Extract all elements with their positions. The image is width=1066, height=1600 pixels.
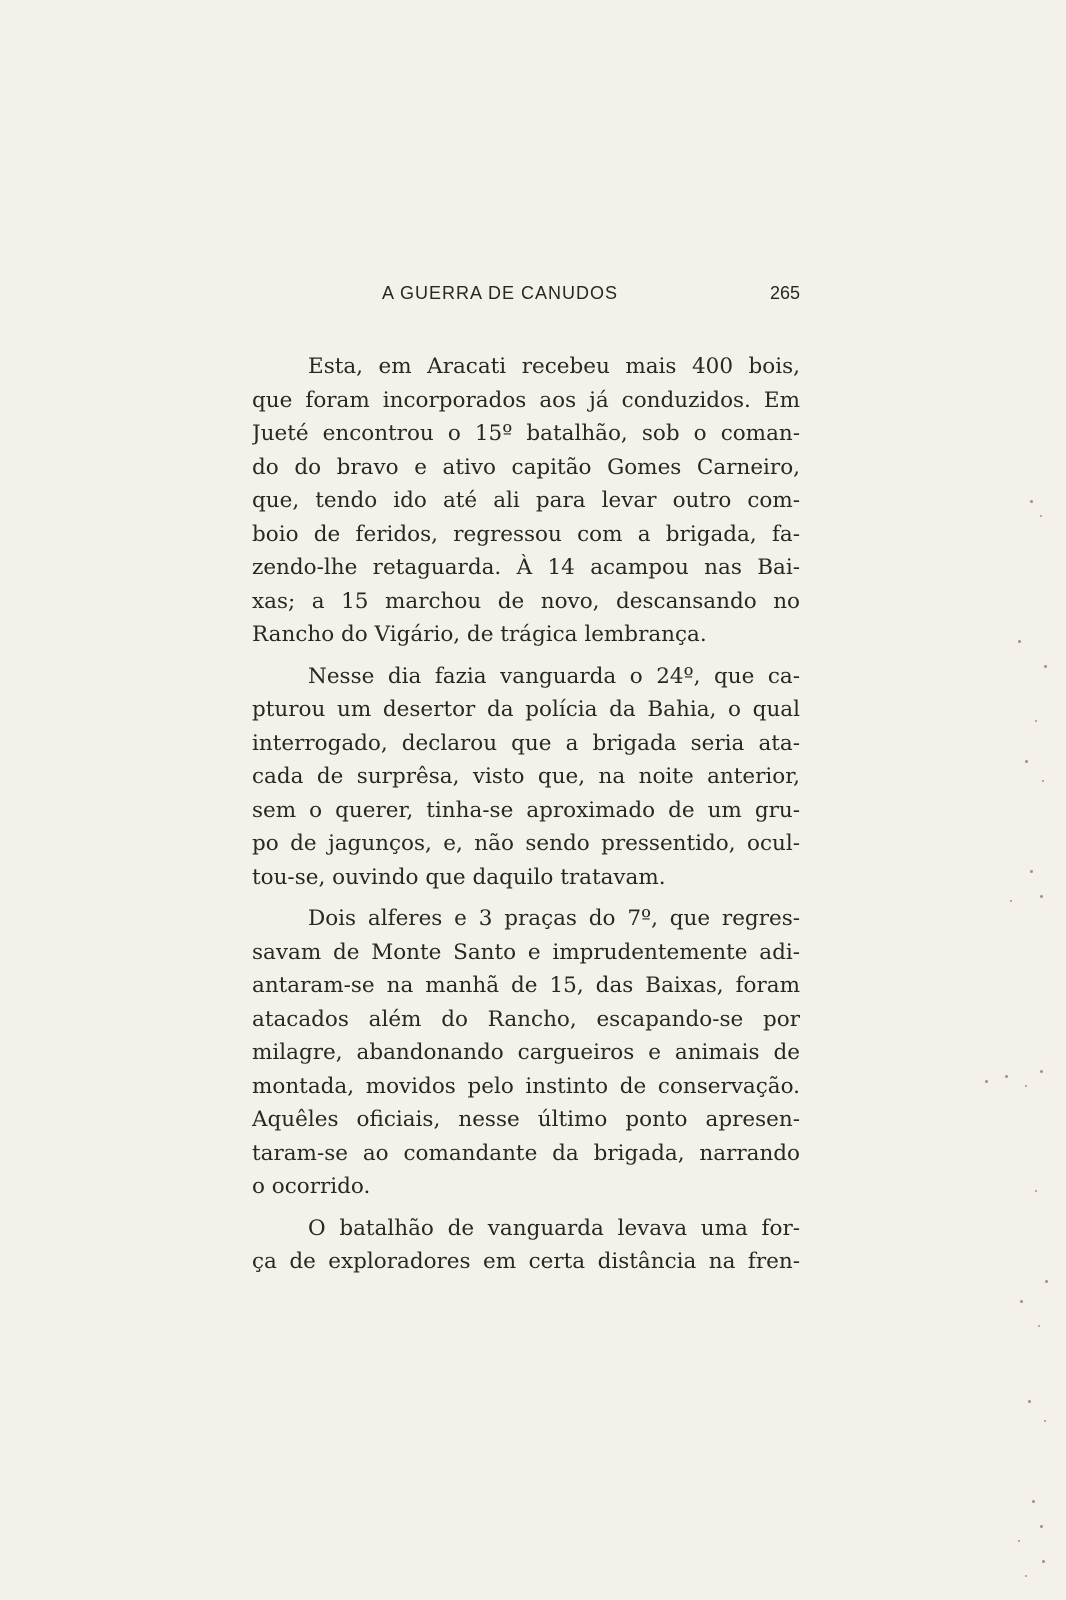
text-line: antaram-se na manhã de 15, das Baixas, foram — [252, 973, 800, 998]
text-line: taram-se ao comandante da brigada, narrando — [252, 1140, 800, 1166]
text-line: que, tendo ido até ali para levar outro com- — [252, 488, 800, 513]
text-line: montada, movidos pelo instinto de conservação. — [252, 1073, 800, 1099]
page-number: 265 — [769, 283, 800, 303]
paragraph — [252, 902, 800, 1204]
text-line: Rancho do Vigário, de trágica lembrança. — [252, 622, 707, 647]
text-line: Aquêles oficiais, nesse último ponto apresen- — [252, 1107, 800, 1132]
paragraph — [252, 660, 800, 895]
text-line: tou-se, ouvindo que daquilo tratavam. — [252, 864, 666, 890]
text-line: atacados além do Rancho, escapando-se por — [252, 1006, 800, 1032]
text-line: savam de Monte Santo e imprudentemente adi- — [252, 939, 800, 965]
text-line: po de jagunços, e, não sendo pressentido, ocul- — [252, 831, 800, 856]
text-line: pturou um desertor da polícia da Bahia, o qual — [252, 697, 800, 722]
text-line: boio de feridos, regressou com a brigada, fa- — [252, 521, 800, 547]
text-line: interrogado, declarou que a brigada seria ata- — [252, 730, 800, 756]
text-line: que foram incorporados aos já conduzidos. Em — [252, 387, 800, 413]
running-head — [252, 283, 800, 307]
text-line: Jueté encontrou o 15º batalhão, sob o coman- — [252, 421, 800, 446]
text-line: milagre, abandonando cargueiros e animais de — [252, 1040, 800, 1065]
text-line: sem o querer, tinha-se aproximado de um gru- — [252, 797, 800, 823]
text-line: Dois alferes e 3 praças do 7º, que regres- — [308, 906, 800, 931]
text-line: cada de surprêsa, visto que, na noite anterior, — [252, 764, 800, 789]
body-text — [252, 350, 800, 1279]
text-line: Nesse dia fazia vanguarda o 24º, que ca- — [308, 663, 800, 689]
text-line: zendo-lhe retaguarda. À 14 acampou nas Bai- — [252, 555, 800, 580]
text-line: xas; a 15 marchou de novo, descansando no — [252, 588, 800, 614]
text-line: o ocorrido. — [252, 1174, 371, 1199]
paragraph — [252, 1212, 800, 1279]
text-line: Esta, em Aracati recebeu mais 400 bois, — [308, 354, 800, 379]
running-title: A GUERRA DE CANUDOS — [382, 283, 619, 303]
text-line: do do bravo e ativo capitão Gomes Carneiro, — [252, 454, 800, 480]
text-line: O batalhão de vanguarda levava uma for- — [308, 1215, 800, 1241]
paragraph — [252, 350, 800, 652]
text-line: ça de exploradores em certa distância na fren- — [252, 1249, 800, 1274]
